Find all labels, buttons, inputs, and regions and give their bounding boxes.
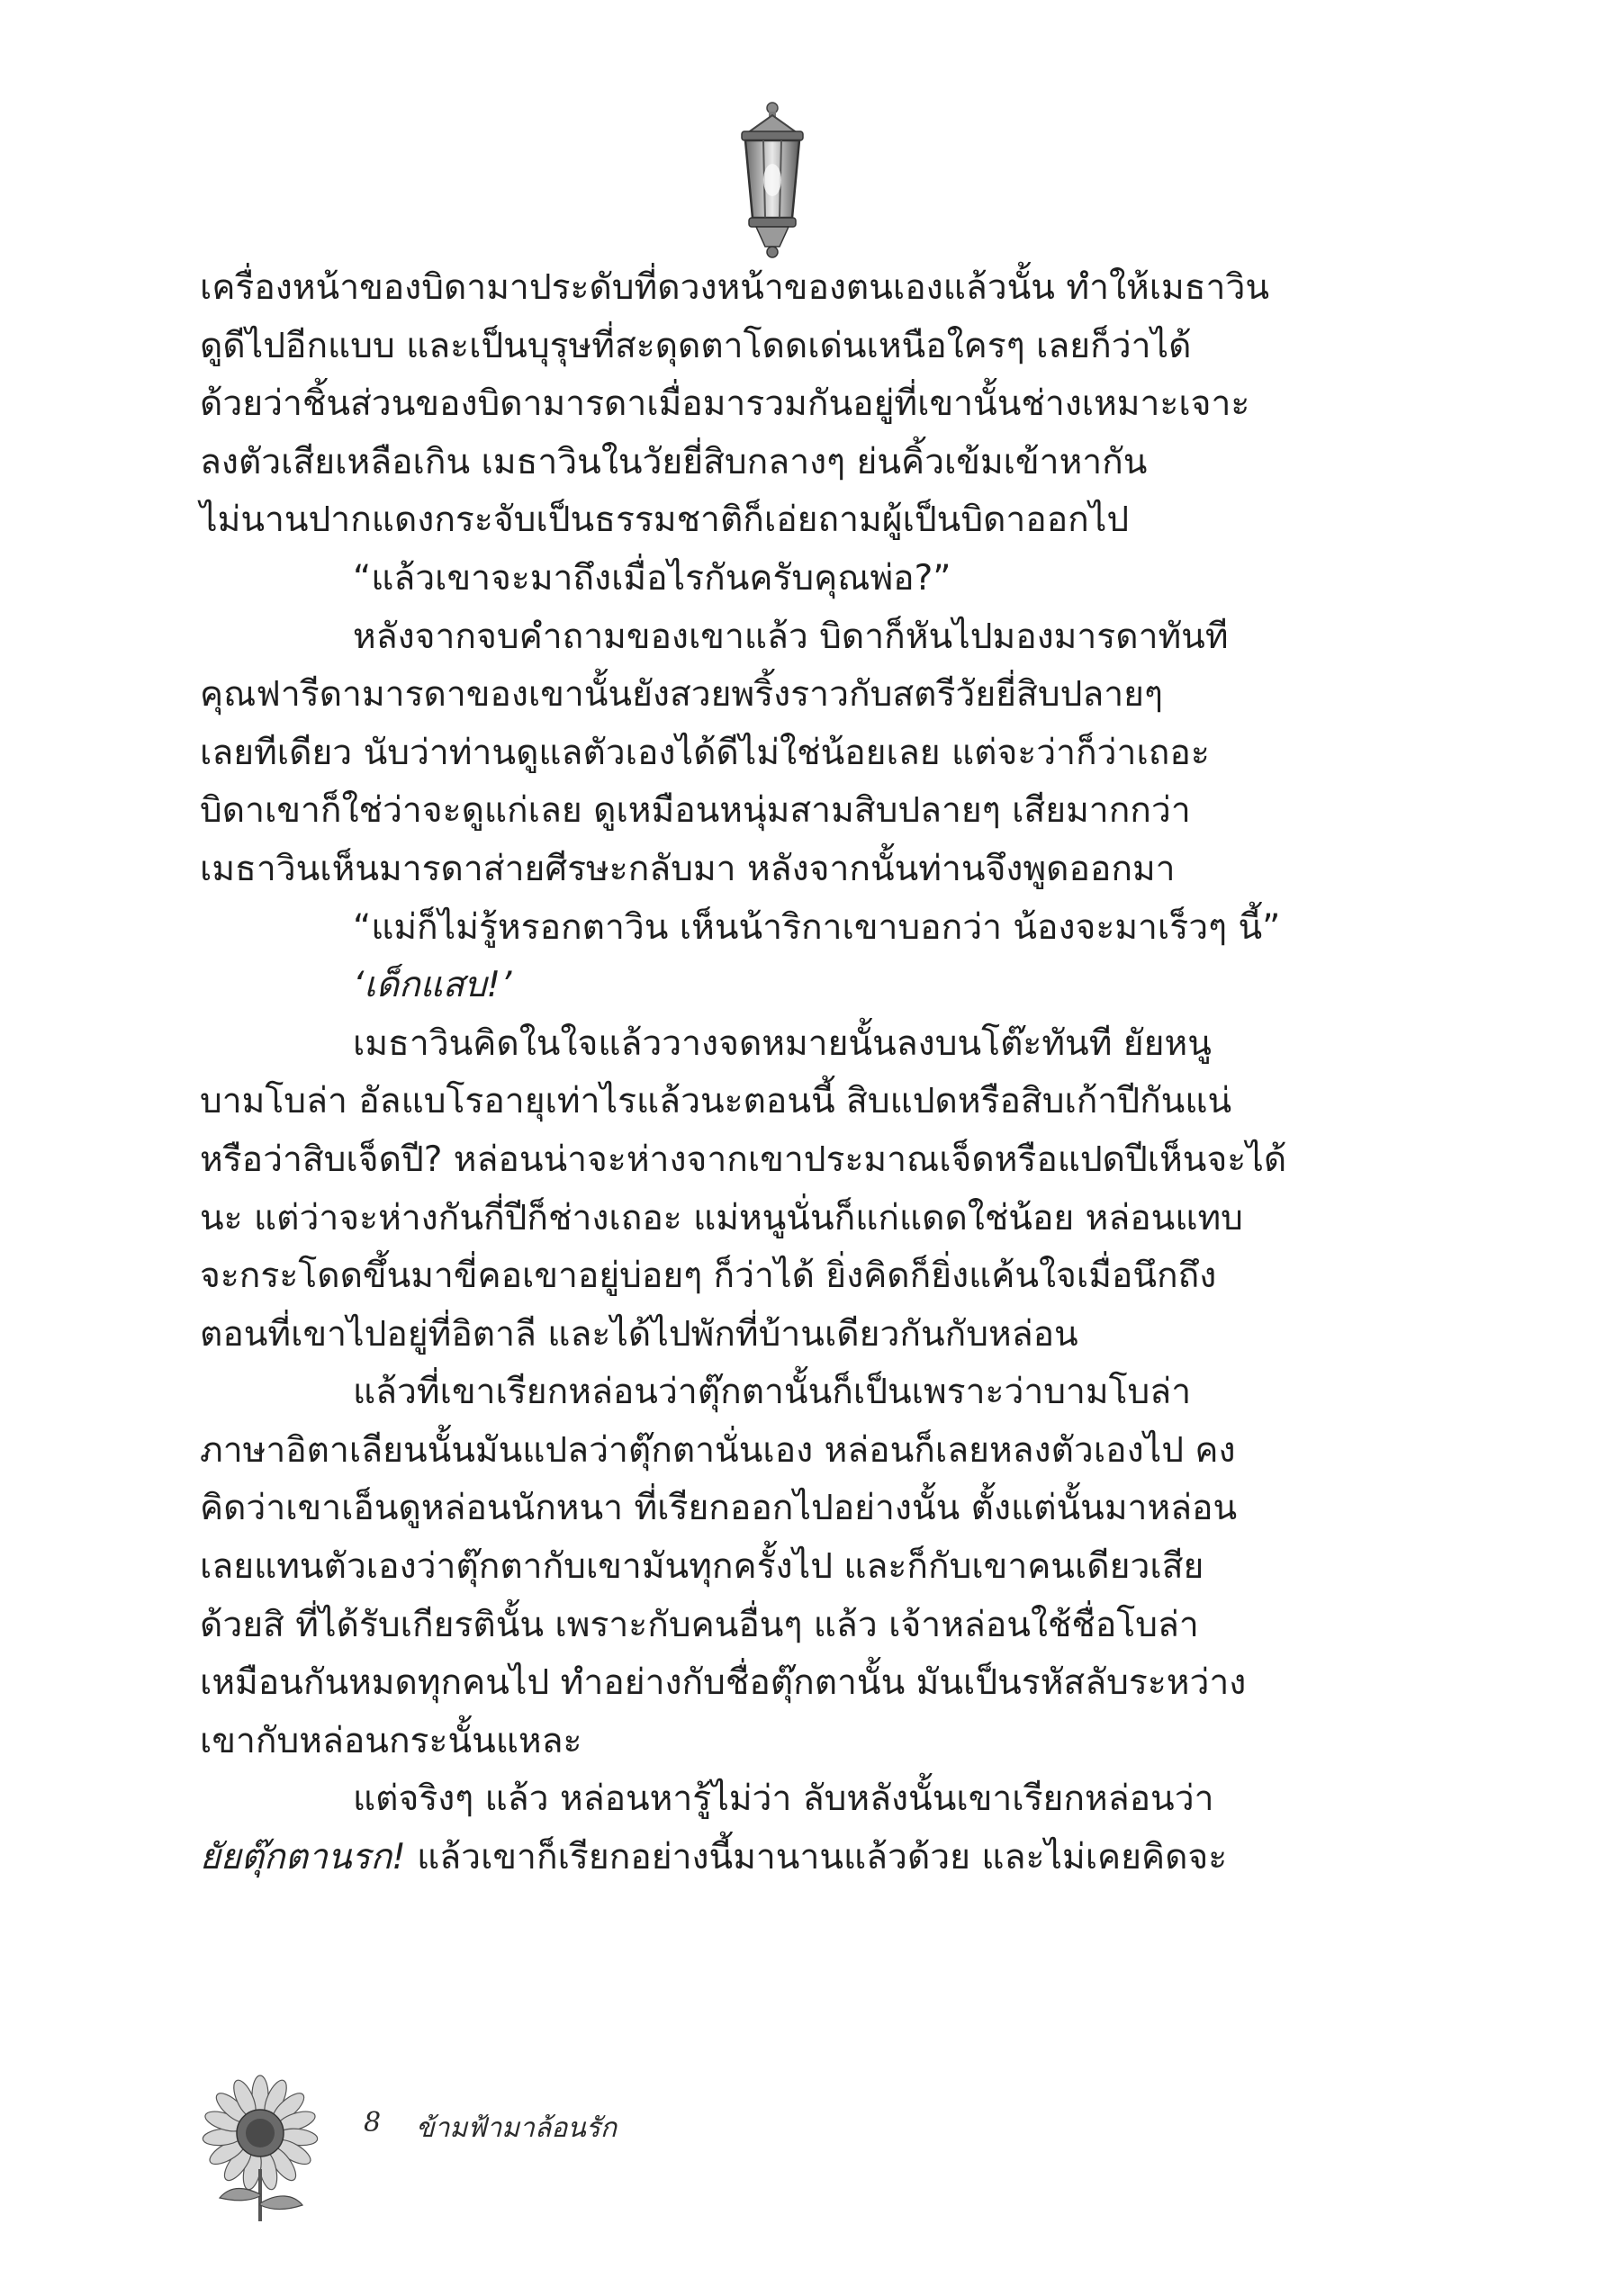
paragraph-start: หลังจากจบคำถามของเขาแล้ว บิดาก็หันไปมองมารดาทันที — [353, 616, 1229, 657]
text-line: นะ แต่ว่าจะห่างกันกี่ปีก็ช่างเถอะ แม่หนูนั่นก็แก่แดดใช่น้อย หล่อนแทบ — [200, 1197, 1243, 1238]
text-line: เขากับหล่อนกระนั้นแหละ — [200, 1720, 582, 1761]
text-line: เมธาวินเห็นมารดาส่ายศีรษะกลับมา หลังจากนั้นท่านจึงพูดออกมา — [200, 848, 1176, 889]
text-line: เหมือนกันหมดทุกคนไป ทำอย่างกับชื่อตุ๊กตานั้น มันเป็นรหัสลับระหว่าง — [200, 1662, 1247, 1704]
text-line: ด้วยสิ ที่ได้รับเกียรตินั้น เพราะกับคนอื่นๆ แล้ว เจ้าหล่อนใช้ชื่อโบล่า — [200, 1604, 1199, 1645]
text-line: เลยทีเดียว นับว่าท่านดูแลตัวเองได้ดีไม่ใช่น้อยเลย แต่จะว่าก็ว่าเถอะ — [200, 732, 1210, 773]
text-line-rest: แล้วเขาก็เรียกอย่างนี้มานานแล้วด้วย และไม่เคยคิดจะ — [405, 1837, 1228, 1878]
emphasis-text: ยัยตุ๊กตานรก! — [200, 1837, 406, 1878]
text-line: คิดว่าเขาเอ็นดูหล่อนนักหนา ที่เรียกออกไปอย่างนั้น ตั้งแต่นั้นมาหล่อน — [200, 1488, 1238, 1529]
dialogue-line: “แล้วเขาจะมาถึงเมื่อไรกันครับคุณพ่อ?” — [353, 557, 951, 599]
text-line: ลงตัวเสียเหลือเกิน เมธาวินในวัยยี่สิบกลางๆ ย่นคิ้วเข้มเข้าหากัน — [200, 441, 1148, 482]
paragraph-start: เมธาวินคิดในใจแล้ววางจดหมายนั้นลงบนโต๊ะทันที ยัยหนู — [353, 1022, 1212, 1064]
paragraph-start: แล้วที่เขาเรียกหล่อนว่าตุ๊กตานั้นก็เป็นเพราะว่าบามโบล่า — [353, 1372, 1192, 1413]
lantern-icon — [729, 101, 816, 261]
text-line: คุณฟารีดามารดาของเขานั้นยังสวยพริ้งราวกับสตรีวัยยี่สิบปลายๆ — [200, 674, 1163, 716]
text-line: ไม่นานปากแดงกระจับเป็นธรรมชาติก็เอ่ยถามผู้เป็นบิดาออกไป — [200, 500, 1130, 541]
sunflower-icon — [193, 2070, 328, 2223]
text-line: บิดาเขาก็ใช่ว่าจะดูแก่เลย ดูเหมือนหนุ่มสามสิบปลายๆ เสียมากกว่า — [200, 790, 1191, 832]
text-line: เครื่องหน้าของบิดามาประดับที่ดวงหน้าของตนเองแล้วนั้น ทำให้เมธาวิน — [200, 267, 1270, 308]
paragraph-start: แต่จริงๆ แล้ว หล่อนหารู้ไม่ว่า ลับหลังนั้นเขาเรียกหล่อนว่า — [353, 1778, 1214, 1820]
text-line: หรือว่าสิบเจ็ดปี? หล่อนน่าจะห่างจากเขาประมาณเจ็ดหรือแปดปีเห็นจะได้ — [200, 1139, 1287, 1180]
text-line — [200, 1829, 1379, 1887]
text-line: เลยแทนตัวเองว่าตุ๊กตากับเขามันทุกครั้งไป และก็กับเขาคนเดียวเสีย — [200, 1546, 1204, 1588]
text-line: ด้วยว่าชิ้นส่วนของบิดามารดาเมื่อมารวมกันอยู่ที่เขานั้นช่างเหมาะเจาะ — [200, 383, 1250, 425]
text-line: ดูดีไปอีกแบบ และเป็นบุรุษที่สะดุดตาโดดเด่นเหนือใครๆ เลยก็ว่าได้ — [200, 325, 1192, 366]
body-text — [200, 259, 1379, 1887]
text-line: บามโบล่า อัลแบโรอายุเท่าไรแล้วนะตอนนี้ สิบแปดหรือสิบเก้าปีกันแน่ — [200, 1081, 1232, 1122]
text-line: จะกระโดดขึ้นมาขี่คอเขาอยู่บ่อยๆ ก็ว่าได้ ยิ่งคิดก็ยิ่งแค้นใจเมื่อนึกถึง — [200, 1256, 1217, 1297]
page-number: 8 — [364, 2107, 382, 2138]
thought-line: ‘เด็กแสบ!’ — [353, 965, 512, 1006]
book-title: ข้ามฟ้ามาล้อนรัก — [416, 2112, 618, 2144]
text-line: ตอนที่เขาไปอยู่ที่อิตาลี และได้ไปพักที่บ้านเดียวกันกับหล่อน — [200, 1313, 1078, 1355]
dialogue-line: “แม่ก็ไม่รู้หรอกตาวิน เห็นน้าริกาเขาบอกว่า น้องจะมาเร็วๆ นี้” — [353, 906, 1281, 948]
text-line: ภาษาอิตาเลียนนั้นมันแปลว่าตุ๊กตานั่นเอง หล่อนก็เลยหลงตัวเองไป คง — [200, 1429, 1236, 1471]
